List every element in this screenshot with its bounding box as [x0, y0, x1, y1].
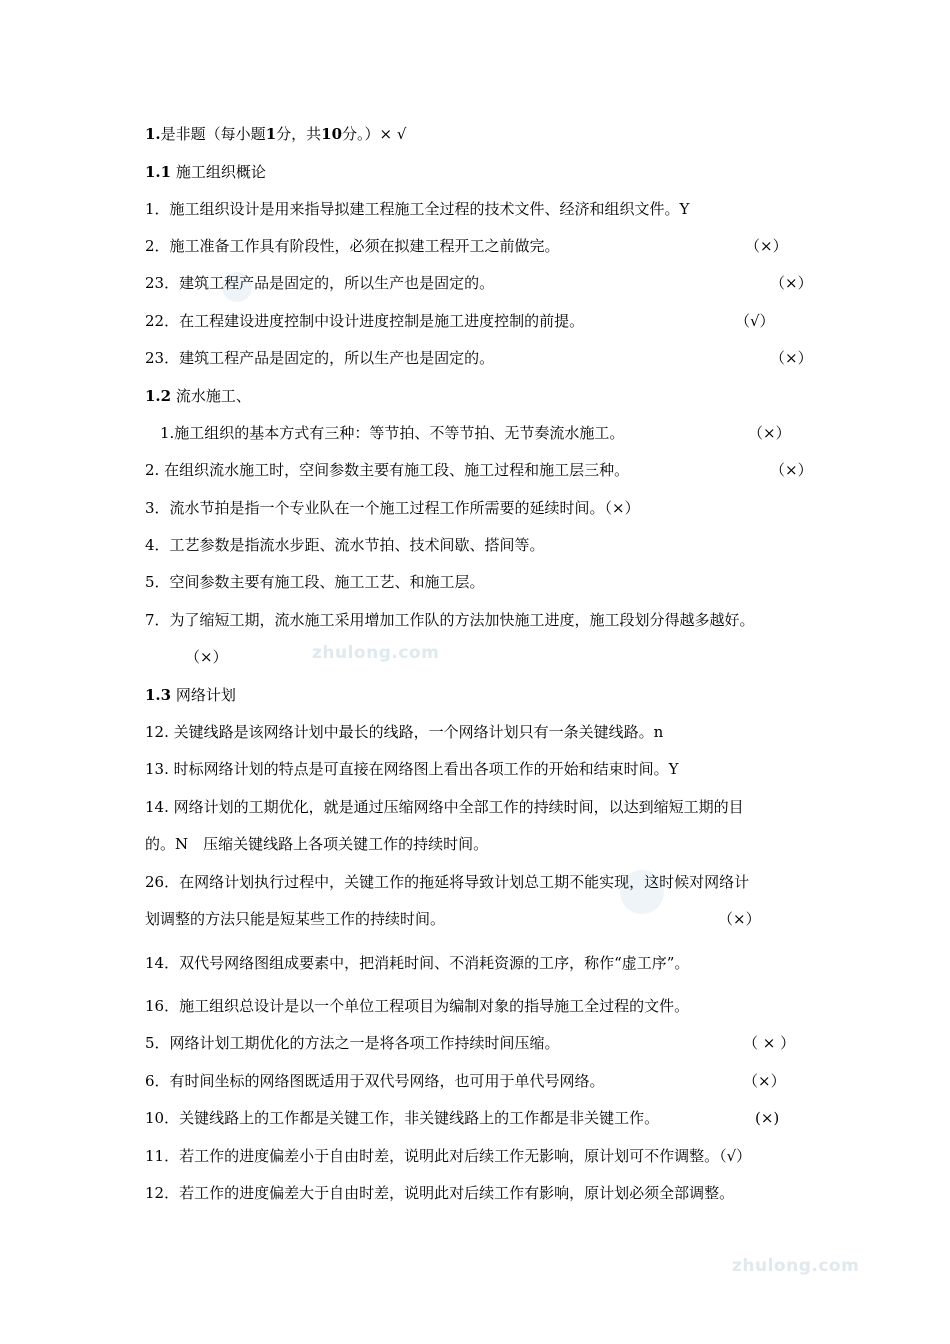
question-item: 2．施工准备工作具有阶段性，必须在拟建工程开工之前做完。 （×） — [145, 237, 788, 255]
answer-mark: （×） — [770, 274, 813, 292]
header-points-each: 1 — [265, 125, 277, 143]
question-item: 划调整的方法只能是短某些工作的持续时间。 （×） — [145, 910, 761, 928]
section-heading: 1.1 施工组织概论 — [145, 163, 266, 181]
answer-mark: （×） — [745, 237, 788, 255]
answer-continuation: （×） — [185, 648, 228, 666]
header-text-b: 分，共 — [276, 125, 322, 143]
answer-mark: （×） — [743, 1072, 786, 1090]
question-item: 16．施工组织总设计是以一个单位工程项目为编制对象的指导施工全过程的文件。 — [145, 997, 690, 1015]
header-points-total: 10 — [321, 125, 343, 143]
question-item: 的。N 压缩关键线路上各项关键工作的持续时间。 — [145, 835, 489, 853]
header-number: 1. — [145, 125, 161, 143]
question-item: 22．在工程建设进度控制中设计进度控制是施工进度控制的前提。 （√） — [145, 312, 775, 330]
question-item: 14. 网络计划的工期优化，就是通过压缩网络中全部工作的持续时间，以达到缩短工期的目 — [145, 798, 744, 816]
watermark-text: zhulong.com — [732, 1256, 860, 1276]
question-item: 1．施工组织设计是用来指导拟建工程施工全过程的技术文件、经济和组织文件。Y — [145, 200, 690, 218]
question-item: 11．若工作的进度偏差小于自由时差，说明此对后续工作无影响，原计划可不作调整。（√） — [145, 1147, 752, 1165]
question-item: 12. 关键线路是该网络计划中最长的线路，一个网络计划只有一条关键线路。n — [145, 723, 664, 741]
question-item: 10．关键线路上的工作都是关键工作，非关键线路上的工作都是非关键工作。 (×) — [145, 1109, 780, 1127]
answer-mark: （×） — [770, 461, 813, 479]
answer-mark: （×） — [770, 349, 813, 367]
header-text-c: 分。）× √ — [342, 125, 407, 143]
section-heading: 1.2 流水施工、 — [145, 387, 251, 405]
watermark-text: zhulong.com — [312, 643, 440, 663]
answer-mark: (×) — [755, 1109, 780, 1127]
question-item: 7．为了缩短工期，流水施工采用增加工作队的方法加快施工进度，施工段划分得越多越好。 — [145, 611, 755, 629]
question-item: 5．空间参数主要有施工段、施工工艺、和施工层。 — [145, 573, 485, 591]
quiz-header — [145, 124, 406, 144]
answer-mark: （×） — [718, 910, 761, 928]
question-item: 4．工艺参数是指流水步距、流水节拍、技术间歇、搭间等。 — [145, 536, 545, 554]
section-heading: 1.3 网络计划 — [145, 686, 236, 704]
question-item: 26．在网络计划执行过程中，关键工作的拖延将导致计划总工期不能实现，这时候对网络计 — [145, 873, 750, 891]
question-item: 5．网络计划工期优化的方法之一是将各项工作持续时间压缩。 （ × ） — [145, 1034, 796, 1052]
answer-mark: （×） — [748, 424, 791, 442]
question-item: 14．双代号网络图组成要素中，把消耗时间、不消耗资源的工序，称作“虚工序”。 — [145, 954, 690, 972]
question-item: 23．建筑工程产品是固定的，所以生产也是固定的。 （×） — [145, 274, 813, 292]
question-item: 12．若工作的进度偏差大于自由时差，说明此对后续工作有影响，原计划必须全部调整。 — [145, 1184, 735, 1202]
answer-mark: （ × ） — [743, 1034, 796, 1052]
question-item: 6．有时间坐标的网络图既适用于双代号网络，也可用于单代号网络。 （×） — [145, 1072, 786, 1090]
question-item: 3．流水节拍是指一个专业队在一个施工过程工作所需要的延续时间。（×） — [145, 499, 640, 517]
header-text-a: 是非题（每小题 — [160, 125, 266, 143]
question-item: 23．建筑工程产品是固定的，所以生产也是固定的。 （×） — [145, 349, 813, 367]
answer-mark: （√） — [735, 312, 775, 330]
question-item: 13. 时标网络计划的特点是可直接在网络图上看出各项工作的开始和结束时间。Y — [145, 760, 679, 778]
question-item: 2. 在组织流水施工时，空间参数主要有施工段、施工过程和施工层三种。 （×） — [145, 461, 813, 479]
question-item: 1.施工组织的基本方式有三种：等节拍、不等节拍、无节奏流水施工。 （×） — [160, 424, 791, 442]
